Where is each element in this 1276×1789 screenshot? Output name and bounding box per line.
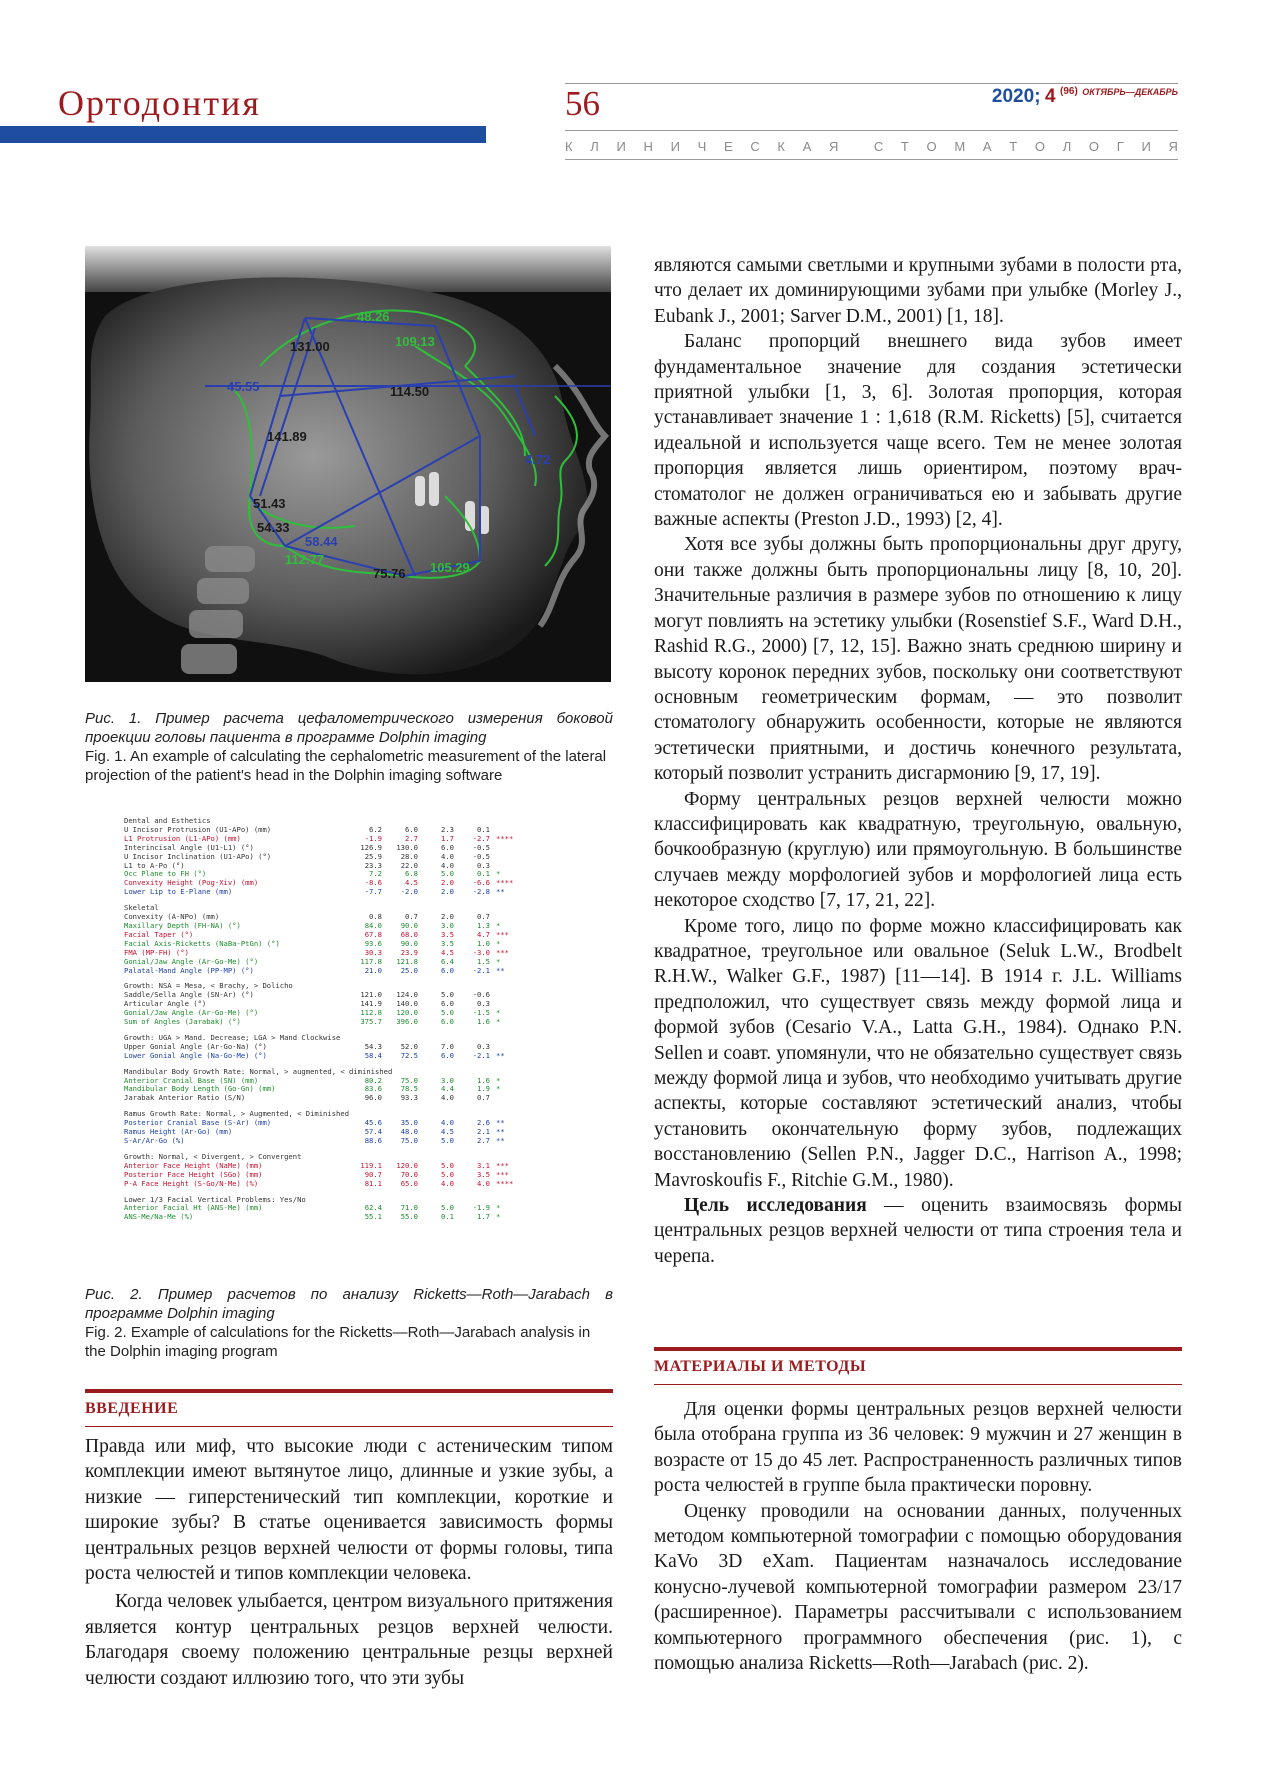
analysis-flag: ** — [496, 1118, 505, 1128]
section-heading-methods: МАТЕРИАЛЫ И МЕТОДЫ — [654, 1358, 867, 1375]
journal-letter: О — [1088, 139, 1100, 154]
analysis-flag: * — [496, 1008, 501, 1018]
journal-letter: О — [1034, 139, 1045, 154]
issue-info — [992, 86, 1178, 108]
analysis-value: 0.3 — [477, 860, 490, 870]
analysis-measure-name: Convexity (A-NPo) (mm) — [124, 913, 220, 922]
analysis-value: 30.3 — [364, 947, 382, 957]
analysis-value: 25.9 — [364, 851, 382, 861]
analysis-value: 6.0 — [441, 1050, 454, 1060]
analysis-block-title-text: Growth: UGA > Mand. Decrease; LGA > Mand Clockwise — [124, 1033, 341, 1042]
analysis-value: 62.4 — [364, 1203, 382, 1213]
analysis-value: 3.5 — [441, 938, 454, 948]
analysis-value: 45.6 — [364, 1118, 382, 1128]
analysis-value: 0.7 — [405, 912, 418, 922]
analysis-value: 1.6 — [477, 1017, 490, 1027]
analysis-value: 22.0 — [400, 860, 418, 870]
analysis-value: 6.0 — [441, 999, 454, 1009]
analysis-flag — [490, 844, 528, 853]
issue-year: 2020; — [991, 86, 1041, 107]
analysis-value: 55.0 — [400, 1212, 418, 1222]
analysis-value: 3.0 — [441, 920, 454, 930]
analysis-value: 2.0 — [441, 887, 454, 897]
analysis-value: -2.1 — [472, 1050, 490, 1060]
analysis-value: 90.0 — [400, 920, 418, 930]
analysis-flag: * — [496, 1084, 501, 1094]
header-rule-top — [565, 83, 1178, 84]
header-accent-bar — [0, 126, 486, 143]
ricketts-analysis-table — [124, 817, 554, 1229]
analysis-value: 88.6 — [364, 1136, 382, 1145]
page-number: 56 — [565, 84, 600, 123]
analysis-block — [124, 1196, 554, 1223]
issue-months: ОКТЯБРЬ—ДЕКАБРЬ — [1082, 87, 1178, 97]
analysis-value: 0.7 — [477, 912, 490, 922]
analysis-flag: *** — [496, 929, 509, 939]
analysis-value: 2.1 — [477, 1127, 490, 1137]
analysis-flag: **** — [496, 878, 514, 888]
analysis-measure-name: Palatal-Mand Angle (PP-MP) (°) — [124, 966, 254, 975]
analysis-value: 396.0 — [396, 1017, 418, 1027]
journal-letter: Е — [723, 139, 733, 154]
analysis-value: -2.8 — [472, 887, 490, 897]
analysis-value: 4.5 — [441, 947, 454, 957]
analysis-value: 1.6 — [477, 1075, 490, 1085]
analysis-flag: * — [496, 920, 501, 930]
analysis-measure-name: Anterior Cranial Base (SN) (mm) — [124, 1076, 259, 1085]
analysis-value: 2.7 — [477, 1136, 490, 1145]
intro-paragraph: Правда или миф, что высокие люди с астеническим типом комплекции имеют вытянутое лицо, длинные и узкие зубы, а низкие — гиперстенический тип комплекции, короткие и широкие зубы? В статье оценивается зависимость формы центральных резцов верхней челюсти от формы головы, типа роста челюстей и типов комплекции человека. — [85, 1436, 613, 1585]
analysis-value: 84.0 — [364, 920, 382, 930]
section-rule-top — [85, 1389, 613, 1393]
analysis-value: 58.4 — [364, 1050, 382, 1060]
analysis-value: 90.7 — [364, 1169, 382, 1179]
analysis-measure-name: Lower Gonial Angle (Na-Go-Me) (°) — [124, 1051, 267, 1060]
section-rule-bottom — [654, 1384, 1182, 1385]
analysis-value: 81.1 — [364, 1178, 382, 1188]
header-rule-bottom — [565, 159, 1178, 160]
analysis-value: 90.0 — [400, 938, 418, 948]
analysis-value: 4.0 — [441, 1093, 454, 1103]
measurement-label: 75.76 — [373, 566, 406, 581]
analysis-flag: * — [496, 869, 501, 879]
header-rule-middle — [565, 130, 1178, 131]
analysis-flag: **** — [496, 833, 514, 843]
body-paragraph: являются самыми светлыми и крупными зубами в полости рта, что делает их доминирующими зубами при улыбке (Morley J., Eubank J., 2001; Sarver D.M., 2001) [1, 18]. — [654, 255, 1182, 327]
measurement-label: 54.33 — [257, 520, 290, 535]
analysis-value: 120.0 — [396, 1160, 418, 1170]
analysis-flag — [490, 1094, 528, 1103]
analysis-block — [124, 1153, 554, 1189]
analysis-block-title-text: Mandibular Body Growth Rate: Normal, > augmented, < diminished — [124, 1067, 393, 1076]
analysis-measure-name: Jarabak Anterior Ratio (S/N) — [124, 1094, 246, 1103]
analysis-value: 5.0 — [441, 1008, 454, 1018]
analysis-flag: ** — [496, 965, 505, 975]
body-paragraph: Баланс пропорций внешнего вида зубов имеет фундаментальное значение для создания эстетически приятной улыбки [1, 3, 6]. Золотая пропорция, которая устанавливает значение 1 : 1,618 (R.M. Ricketts) [5], считается идеальной и используется чаще всего. Тем не менее золотая пропорция является лишь ориентиром, поэтому врач-стоматолог не должен ограничиваться ею и забывать другие важные аспекты (Preston J.D., 1993) [2, 4]. — [654, 331, 1182, 531]
analysis-measure-name: Lower Lip to E-Plane (mm) — [124, 888, 233, 897]
analysis-block — [124, 982, 554, 1027]
analysis-value: 96.0 — [364, 1093, 382, 1103]
journal-letter: Л — [1062, 139, 1072, 154]
analysis-value: -1.9 — [472, 1203, 490, 1213]
analysis-value: 65.0 — [400, 1178, 418, 1188]
analysis-value: 6.0 — [441, 965, 454, 975]
analysis-row — [124, 1094, 554, 1103]
measurement-label: 141.89 — [267, 429, 307, 444]
aim-paragraph — [654, 1193, 1182, 1269]
analysis-block-title-text: Lower 1/3 Facial Vertical Problems: Yes/No — [124, 1195, 306, 1204]
analysis-measure-name: L1 to A-Po (°) — [124, 861, 185, 870]
analysis-measure-name: Anterior Facial Ht (ANS-Me) (mm) — [124, 1204, 263, 1213]
analysis-measure-name: Facial Axis-Ricketts (NaBa-PtGn) (°) — [124, 939, 280, 948]
analysis-value: -1.5 — [472, 1008, 490, 1018]
journal-letter: К — [565, 139, 573, 154]
journal-letter: Я — [1168, 139, 1178, 154]
analysis-measure-name: Sum of Angles (Jarabak) (°) — [124, 1018, 241, 1027]
section-rule-top — [654, 1347, 1182, 1351]
analysis-value: 120.0 — [396, 1008, 418, 1018]
analysis-flag: ** — [496, 1050, 505, 1060]
analysis-measure-name: Gonial/Jaw Angle (Ar-Go-Me) (°) — [124, 957, 259, 966]
analysis-value: 6.4 — [441, 956, 454, 966]
analysis-value: 52.0 — [400, 1041, 418, 1051]
analysis-row — [124, 1137, 554, 1146]
intro-paragraph: Когда человек улыбается, центром визуального притяжения является контур центральных резцов верхней челюсти. Благодаря своему положению центральные резцы верхней челюсти создают иллюзию того, что эти зубы — [85, 1591, 613, 1689]
analysis-value: 28.0 — [400, 851, 418, 861]
analysis-value: 68.0 — [400, 929, 418, 939]
journal-letter: Л — [590, 139, 599, 154]
measurement-label: 109.13 — [395, 334, 435, 349]
analysis-value: 5.0 — [441, 1136, 454, 1145]
analysis-value: 0.3 — [477, 1041, 490, 1051]
analysis-value: 1.7 — [441, 833, 454, 843]
aim-text: — оценить взаимосвязь формы центральных резцов верхней челюсти от типа строения тела и черепа. — [654, 1195, 1182, 1267]
figure1-caption-ru: Рис. 1. Пример расчета цефалометрического измерения боковой проекции головы пациента в программе Dolphin imaging — [85, 710, 613, 746]
analysis-value: 83.6 — [364, 1084, 382, 1094]
analysis-value: -1.9 — [364, 833, 382, 843]
analysis-measure-name: U Incisor Protrusion (U1-APo) (mm) — [124, 825, 272, 834]
journal-letter: И — [670, 139, 680, 154]
analysis-flag: * — [496, 938, 501, 948]
analysis-value: 121.0 — [360, 990, 382, 1000]
journal-letter: А — [982, 139, 992, 154]
analysis-measure-name: Posterior Cranial Base (S-Ar) (mm) — [124, 1119, 272, 1128]
analysis-measure-name: L1 Protrusion (L1-APo) (mm) — [124, 834, 241, 843]
analysis-measure-name: U Incisor Inclination (U1-APo) (°) — [124, 852, 272, 861]
analysis-flag: *** — [496, 1169, 509, 1179]
analysis-value: 140.0 — [396, 999, 418, 1009]
analysis-value: 4.0 — [441, 1118, 454, 1128]
analysis-value: 67.8 — [364, 929, 382, 939]
analysis-measure-name: Posterior Face Height (SGo) (mm) — [124, 1170, 263, 1179]
analysis-measure-name: P-A Face Height (S-Go/N-Me) (%) — [124, 1179, 259, 1188]
body-paragraph: Кроме того, лицо по форме можно классифицировать как квадратное, треугольное или овальное (Seluk L.W., Brodbelt R.H.W., Walker G.F., 1987) [11—14]. В 1914 г. J.L. Williams предположил, что существует связь между формой лица и формой зубов (Cesario V.A., Latta G.H., 1984). Однако P.N. Sellen и соавт. упомянули, что не обязательно существует связь между формой лица и зубов, что необходимо учитывать другие аспекты, которые составляют эстетический анализ, чтобы установить окончательную форму зубов, подлежащих восстановлению (Sellen P.N., Jagger D.C., Harrison A., 1998; Mavroskoufis F., Ritchie G.M., 1980). — [654, 915, 1182, 1191]
analysis-value: 4.5 — [441, 1127, 454, 1137]
measurement-label: 105.29 — [430, 560, 470, 575]
analysis-value: 121.8 — [396, 956, 418, 966]
analysis-value: 78.5 — [400, 1084, 418, 1094]
analysis-value: 1.5 — [477, 956, 490, 966]
analysis-flag: **** — [496, 1178, 514, 1188]
analysis-measure-name: Mandibular Body Length (Go-Gn) (mm) — [124, 1085, 276, 1094]
figure2-caption-en: Fig. 2. Example of calculations for the Ricketts—Roth—Jarabach analysis in the Dolphin imaging program — [85, 1324, 591, 1360]
methods-paragraph: Оценку проводили на основании данных, полученных методом компьютерной томографии с помощью оборудования KaVo 3D eXam. Пациентам назначалось исследование конусно-лучевой компьютерной томографии размером 23/17 (расширенное). Параметры рассчитывали с использованием компьютерного программного обеспечения (рис. 1), с помощью анализа Ricketts—Roth—Jarabach (рис. 2). — [654, 1500, 1182, 1675]
journal-letter: Я — [829, 139, 839, 154]
analysis-value: -8.6 — [364, 878, 382, 888]
analysis-measure-name: Anterior Face Height (NaMe) (mm) — [124, 1161, 263, 1170]
journal-letter: К — [777, 139, 785, 154]
analysis-measure-name: ANS-Me/Na-Me (%) — [124, 1213, 194, 1222]
analysis-measure-name: Saddle/Sella Angle (SN-Ar) (°) — [124, 991, 254, 1000]
analysis-value: -0.6 — [472, 990, 490, 1000]
analysis-value: 6.8 — [405, 869, 418, 879]
journal-letter: О — [926, 139, 937, 154]
analysis-value: 5.0 — [441, 990, 454, 1000]
analysis-row — [124, 1180, 554, 1189]
analysis-value: 35.0 — [400, 1118, 418, 1128]
analysis-row — [124, 967, 554, 976]
journal-letter: Н — [643, 139, 653, 154]
analysis-block-title-text: Growth: Normal, < Divergent, > Convergent — [124, 1152, 302, 1161]
journal-letter: Ч — [697, 139, 707, 154]
analysis-value: 7.2 — [369, 869, 382, 879]
analysis-row — [124, 1052, 554, 1061]
analysis-value: 72.5 — [400, 1050, 418, 1060]
analysis-value: 4.0 — [441, 1178, 454, 1188]
analysis-value: -2.0 — [400, 887, 418, 897]
measurement-label: 114.50 — [390, 384, 430, 399]
analysis-value: 6.2 — [369, 824, 382, 834]
analysis-value: 2.6 — [477, 1118, 490, 1128]
analysis-value: 1.3 — [477, 920, 490, 930]
analysis-block — [124, 904, 554, 975]
analysis-value: 0.3 — [477, 999, 490, 1009]
issue-total: (96) — [1060, 86, 1078, 97]
analysis-value: 119.1 — [360, 1160, 382, 1170]
body-paragraph: Форму центральных резцов верхней челюсти можно классифицировать как квадратную, треугольную, овальную, бочкообразную (круглую) или прямоугольную. В большинстве случаев между морфологией зубов и морфологией лица есть некоторое сходство [7, 17, 21, 22]. — [654, 788, 1182, 912]
journal-letter: А — [802, 139, 812, 154]
analysis-value: 2.3 — [441, 824, 454, 834]
analysis-value: 3.0 — [441, 1075, 454, 1085]
journal-letter: М — [954, 139, 966, 154]
analysis-value: 0.1 — [441, 1212, 454, 1222]
analysis-value: 117.8 — [360, 956, 382, 966]
section-heading-intro: ВВЕДЕНИЕ — [85, 1400, 179, 1417]
analysis-measure-name: Occ Plane to FH (°) — [124, 870, 207, 879]
measurement-label: 112.77 — [285, 552, 325, 567]
analysis-flag: ** — [496, 1136, 505, 1145]
analysis-value: 1.7 — [477, 1212, 490, 1222]
journal-letter: С — [750, 139, 760, 154]
analysis-value: 5.0 — [441, 869, 454, 879]
analysis-value: 4.0 — [477, 1178, 490, 1188]
issue-number: 4 — [1044, 86, 1056, 107]
analysis-value: 71.0 — [400, 1203, 418, 1213]
analysis-value: 75.0 — [400, 1075, 418, 1085]
analysis-value: 141.9 — [360, 999, 382, 1009]
analysis-value: -2.1 — [472, 965, 490, 975]
analysis-flag: ** — [496, 1127, 505, 1137]
analysis-value: 2.0 — [441, 912, 454, 922]
journal-letter: И — [1141, 139, 1151, 154]
analysis-value: 126.9 — [360, 842, 382, 852]
analysis-value: 6.0 — [441, 1017, 454, 1027]
analysis-flag: * — [496, 1203, 501, 1213]
analysis-value: 4.7 — [477, 929, 490, 939]
analysis-value: 3.5 — [441, 929, 454, 939]
analysis-measure-name: S-Ar/Ar-Go (%) — [124, 1137, 185, 1145]
analysis-value: -7.7 — [364, 887, 382, 897]
measurement-label: 4.72 — [525, 452, 551, 467]
analysis-value: 3.5 — [477, 1169, 490, 1179]
analysis-value: 25.0 — [400, 965, 418, 975]
right-column-text — [654, 253, 1182, 1269]
analysis-flag — [490, 853, 528, 862]
figure1-caption-en: Fig. 1. An example of calculating the cephalometric measurement of the lateral projection of the patient's head in the Dolphin imaging software — [85, 748, 607, 784]
body-paragraph: Хотя все зубы должны быть пропорциональны друг другу, они также должны быть пропорциональны лицу [8, 10, 20]. Значительные различия в размере зубов по отношению к лицу могут повлиять на эстетику улыбки (Rosenstief S.F., Ward D.H., Rashid R.G., 2000) [7, 12, 15]. Важно знать среднюю ширину и высоту коронок передних зубов, поскольку они соответствуют основным геометрическим формам, — это позволит стоматологу обнаружить особенности, которые не являются эстетически приятными, и достичь конечного результата, который позволит устранить дисгармонию [9, 17, 19]. — [654, 534, 1182, 785]
analysis-value: 23.9 — [400, 947, 418, 957]
analysis-value: 23.3 — [364, 860, 382, 870]
measurement-label: 45.55 — [227, 379, 260, 394]
analysis-value: 5.0 — [441, 1169, 454, 1179]
analysis-measure-name: Gonial/Jaw Angle (Ar-Go-Me) (°) — [124, 1009, 259, 1018]
analysis-value: 4.0 — [441, 851, 454, 861]
analysis-value: 375.7 — [360, 1017, 382, 1027]
measurement-label: 131.00 — [290, 339, 330, 354]
analysis-measure-name: Ramus Height (Ar-Go) (mm) — [124, 1128, 233, 1137]
analysis-flag — [490, 991, 528, 1000]
analysis-measure-name: Facial Taper (°) — [124, 930, 194, 939]
analysis-value: -0.5 — [472, 851, 490, 861]
analysis-value: 7.0 — [441, 1041, 454, 1051]
figure2-caption-ru: Рис. 2. Пример расчетов по анализу Ricketts—Roth—Jarabach в программе Dolphin imaging — [85, 1286, 613, 1322]
analysis-value: 55.1 — [364, 1212, 382, 1222]
analysis-block-title-text: Growth: NSA = Mesa, < Brachy, > Dolicho — [124, 982, 293, 991]
measurement-label: 48.26 — [357, 309, 390, 324]
analysis-value: 112.8 — [360, 1008, 382, 1018]
analysis-value: 54.3 — [364, 1041, 382, 1051]
analysis-block — [124, 1034, 554, 1061]
analysis-value: -3.0 — [472, 947, 490, 957]
analysis-value: 93.6 — [364, 938, 382, 948]
analysis-flag: * — [496, 1017, 501, 1027]
methods-text — [654, 1397, 1182, 1676]
analysis-block — [124, 817, 554, 897]
analysis-value: -0.5 — [472, 842, 490, 852]
analysis-value: 21.0 — [364, 965, 382, 975]
analysis-measure-name: FMA (MP-FH) (°) — [124, 948, 189, 957]
intro-text — [85, 1434, 613, 1691]
journal-letter: Т — [900, 139, 909, 154]
analysis-flag: ** — [496, 887, 505, 897]
journal-name — [565, 139, 1178, 154]
analysis-value: 0.8 — [369, 912, 382, 922]
analysis-value: 1.0 — [477, 938, 490, 948]
analysis-row — [124, 888, 554, 897]
analysis-block-title-text: Skeletal — [124, 904, 159, 913]
journal-letter: Г — [1116, 139, 1124, 154]
analysis-value: 80.2 — [364, 1075, 382, 1085]
measurement-label: 51.43 — [253, 496, 286, 511]
analysis-value: 0.1 — [477, 824, 490, 834]
analysis-value: 75.0 — [400, 1136, 418, 1145]
analysis-value: 4.4 — [441, 1084, 454, 1094]
aim-label: Цель исследования — [684, 1195, 867, 1217]
section-rule-bottom — [85, 1426, 613, 1427]
analysis-value: 57.4 — [364, 1127, 382, 1137]
analysis-value: 124.0 — [396, 990, 418, 1000]
journal-letter: И — [616, 139, 626, 154]
cephalometric-xray-image — [85, 246, 611, 682]
analysis-block — [124, 1068, 554, 1104]
analysis-measure-name: Interincisal Angle (U1-L1) (°) — [124, 843, 254, 852]
figure2-caption — [85, 1285, 613, 1361]
analysis-measure-name: Articular Angle (°) — [124, 1000, 207, 1009]
analysis-value: 6.0 — [405, 824, 418, 834]
analysis-value: 130.0 — [396, 842, 418, 852]
journal-section-title: Ортодонтия — [58, 83, 261, 123]
analysis-flag: * — [496, 1212, 501, 1222]
analysis-row — [124, 1018, 554, 1027]
analysis-value: 5.0 — [441, 1160, 454, 1170]
analysis-flag: * — [496, 1075, 501, 1085]
analysis-row — [124, 1213, 554, 1222]
analysis-value: 6.0 — [441, 842, 454, 852]
analysis-block-title-text: Dental and Esthetics — [124, 817, 211, 825]
analysis-block-title-text: Ramus Growth Rate: Normal, > Augmented, < Diminished — [124, 1110, 350, 1119]
analysis-value: 5.0 — [441, 1203, 454, 1213]
analysis-value: 4.0 — [441, 860, 454, 870]
journal-letter: С — [873, 139, 884, 154]
analysis-measure-name: Upper Gonial Angle (Ar-Go-Na) (°) — [124, 1042, 267, 1051]
analysis-value: 70.0 — [400, 1169, 418, 1179]
analysis-flag: *** — [496, 1160, 509, 1170]
analysis-value: -2.7 — [472, 833, 490, 843]
analysis-value: -6.6 — [472, 878, 490, 888]
journal-letter: Т — [1009, 139, 1018, 154]
figure1-caption — [85, 709, 613, 785]
analysis-value: 2.0 — [441, 878, 454, 888]
analysis-value: 4.5 — [405, 878, 418, 888]
analysis-value: 93.3 — [400, 1093, 418, 1103]
analysis-flag: *** — [496, 947, 509, 957]
analysis-flag: * — [496, 956, 501, 966]
analysis-measure-name: Convexity Height (Pog-Xiv) (mm) — [124, 879, 259, 888]
measurement-label: 58.44 — [305, 534, 338, 549]
analysis-block — [124, 1110, 554, 1146]
methods-paragraph: Для оценки формы центральных резцов верхней челюсти была отобрана группа из 36 человек: 9 мужчин и 27 женщин в возрасте от 15 до 45 лет. Распространенность различных типов роста челюстей в группе была практически поровну. — [654, 1399, 1182, 1497]
analysis-value: 2.7 — [405, 833, 418, 843]
analysis-value: 48.0 — [400, 1127, 418, 1137]
analysis-value: 3.1 — [477, 1160, 490, 1170]
analysis-measure-name: Maxillary Depth (FH-NA) (°) — [124, 921, 241, 930]
analysis-value: 0.1 — [477, 869, 490, 879]
analysis-value: 1.9 — [477, 1084, 490, 1094]
analysis-value: 0.7 — [477, 1093, 490, 1103]
